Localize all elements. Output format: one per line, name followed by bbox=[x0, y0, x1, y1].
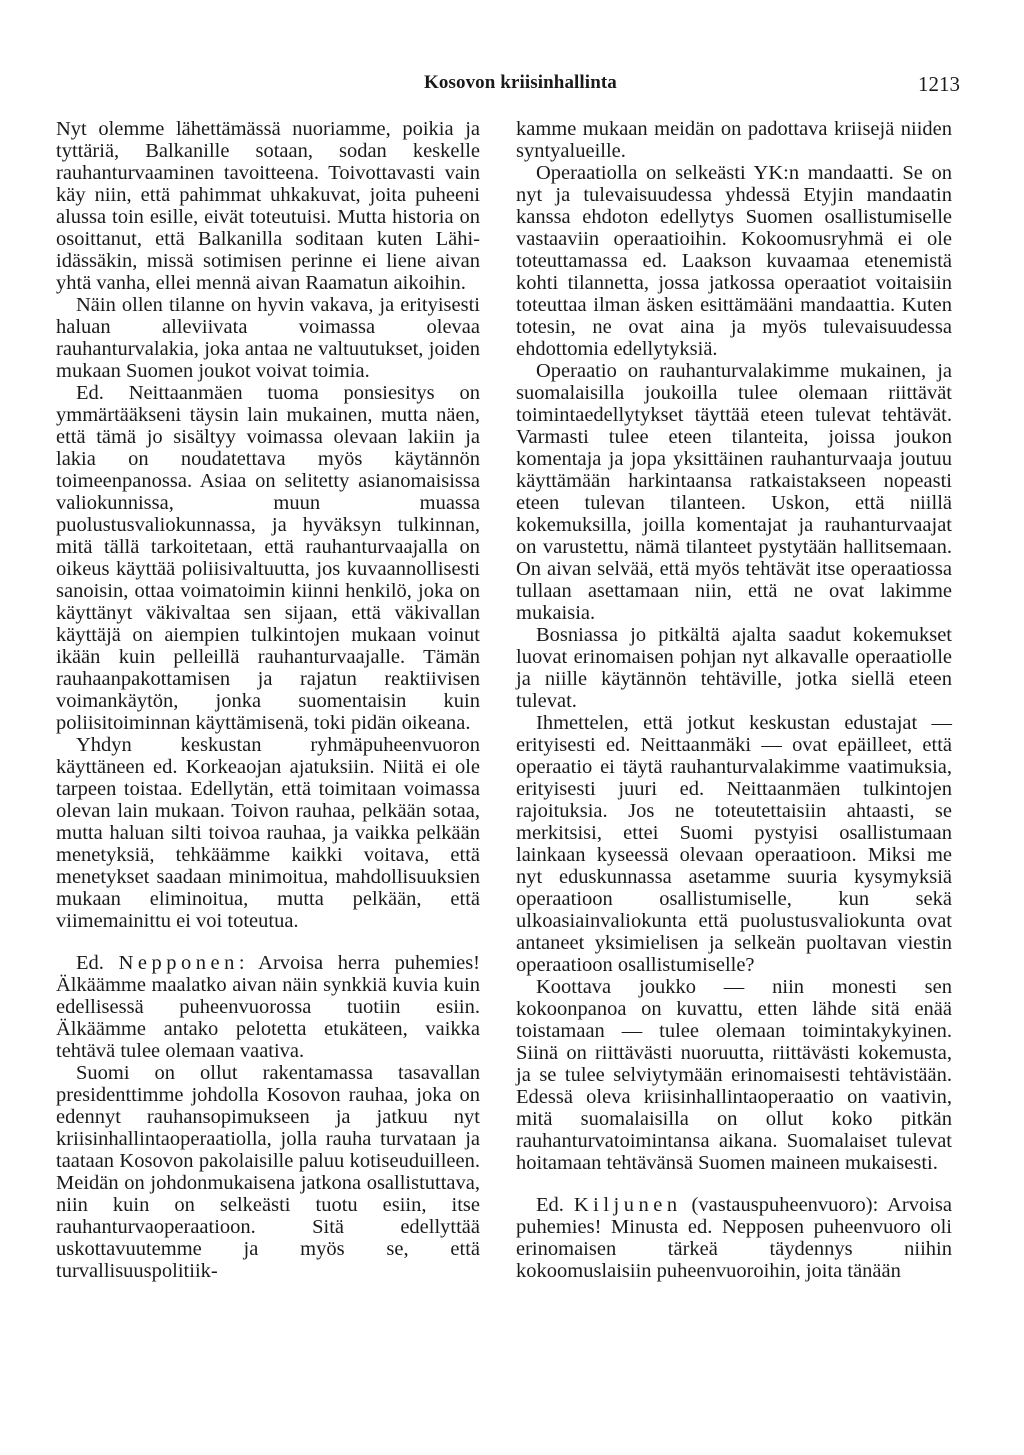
speech-nepponen-opening bbox=[56, 952, 480, 1062]
speaker-name: Kiljunen bbox=[573, 1194, 682, 1216]
speech-text: (vastauspuheenvuoro): Arvoisa puhemies! Minusta ed. Nepposen puheenvuoro oli erinomaisen tärkeä täydennys niihin kokoomuslaisiin puheenvuoroihin, joita tänään bbox=[516, 1194, 952, 1282]
paragraph: Suomi on ollut rakentamassa tasavallan presidenttimme johdolla Kosovon rauhaa, joka on edennyt rauhansopimukseen ja jatkuu nyt kriisinhallintaoperaatiolla, jolla rauha turvataan ja taataan Kosovon pakolaisille paluu kotiseuduilleen. Meidän on johdonmukaisena jatkona osallistuttava, niin kuin on selkeästi tuotu esiin, itse rauhanturvaoperaatioon. Sitä edellyttää uskottavuutemme ja myös se, että turvallisuuspolitiik- bbox=[56, 1062, 480, 1282]
paragraph: Operaatio on rauhanturvalakimme mukainen, ja suomalaisilla joukoilla tulee olemaan riittävät toimintaedellytykset täyttää eteen tulevat tehtävät. Varmasti tulee eteen tilanteita, joissa joukon komentaja ja jopa yksittäinen rauhanturvaaja joutuu käyttämään harkintaansa ratkaistakseen nopeasti eteen tulevan tilanteen. Uskon, että niillä kokemuksilla, joilla komentajat ja rauhanturvaajat on varustettu, nämä tilanteet pystytään hallitsemaan. On aivan selvää, että myös tehtävät itse operaatiossa tullaan asettamaan niin, että ne ovat lakimme mukaisia. bbox=[516, 360, 952, 624]
paragraph: kamme mukaan meidän on padottava kriisejä niiden syntyalueille. bbox=[516, 118, 952, 162]
left-column bbox=[56, 118, 480, 1282]
paragraph: Yhdyn keskustan ryhmäpuheenvuoron käyttäneen ed. Korkeaojan ajatuksiin. Niitä ei ole tarpeen toistaa. Edellytän, että toimitaan voimassa olevan lain mukaan. Toivon rauhaa, pelkään sotaa, mutta haluan silti toivoa rauhaa, ja vaikka pelkään menetyksiä, tehkäämme kaikki voitava, että menetykset saadaan minimoitua, mahdollisuuksien mukaan eliminoitua, mutta pelkään, että viimemainittu ei voi toteutua. bbox=[56, 734, 480, 932]
running-title: Kosovon kriisinhallinta bbox=[424, 72, 617, 93]
paragraph: Näin ollen tilanne on hyvin vakava, ja erityisesti haluan alleviivata voimassa olevaa rauhanturvalakia, joka antaa ne valtuutukset, joiden mukaan Suomen joukot voivat toimia. bbox=[56, 294, 480, 382]
paragraph: Ihmettelen, että jotkut keskustan edustajat — erityisesti ed. Neittaanmäki — ovat epäilleet, että operaatio ei täytä rauhanturvalakimme vaatimuksia, erityisesti juuri ed. Neittaanmäen tulkintojen rajoituksia. Jos ne toteutettaisiin ahtaasti, se merkitsisi, ettei Suomi pystyisi osallistumaan lainkaan kyseessä olevaan operaatioon. Miksi me nyt eduskunnassa asetamme suuria kysymyksiä operaatioon osallistumiselle, kun sekä ulkoasiainvaliokunta että puolustusvaliokunta ovat antaneet yksimielisen ja selkeän puoltavan viestin operaatioon osallistumiselle? bbox=[516, 712, 952, 976]
speech-kiljunen-opening bbox=[516, 1194, 952, 1282]
speaker-name: Nepponen bbox=[118, 952, 239, 974]
paragraph: Bosniassa jo pitkältä ajalta saadut kokemukset luovat erinomaisen pohjan nyt alkavalle operaatiolle ja niille käytännön tehtäville, jotka siellä eteen tulevat. bbox=[516, 624, 952, 712]
speaker-title: Ed. bbox=[536, 1194, 574, 1216]
right-column bbox=[516, 118, 952, 1282]
speech-text: : Arvoisa herra puhemies! Älkäämme maalatko aivan näin synkkiä kuvia kuin edellisessä puheenvuorossa tuotiin esiin. Älkäämme antako pelotetta etukäteen, vaikka tehtävä tulee olemaan vaativa. bbox=[56, 952, 480, 1062]
page-header bbox=[0, 72, 1024, 102]
speaker-title: Ed. bbox=[76, 952, 119, 974]
paragraph: Koottava joukko — niin monesti sen kokoonpanoa on kuvattu, etten lähde sitä enää toistamaan — tulee olemaan toimintakykyinen. Siinä on riittävästi nuoruutta, riittävästi kokemusta, ja se tulee selviytymään erinomaisesti tehtävistään. Edessä oleva kriisinhallintaoperaatio on vaativin, mitä suomalaisilla on ollut koko pitkän rauhanturvatoimintansa aikana. Suomalaiset tulevat hoitamaan tehtävänsä Suomen maineen mukaisesti. bbox=[516, 976, 952, 1174]
paragraph: Nyt olemme lähettämässä nuoriamme, poikia ja tyttäriä, Balkanille sotaan, sodan keskelle rauhanturvaaminen tavoitteena. Toivottavasti vain käy niin, että pahimmat uhkakuvat, joita puheeni alussa toin esille, eivät toteutuisi. Mutta historia on osoittanut, että Balkanilla soditaan kuten Lähi-idässäkin, missä sotimisen perinne ei liene aivan yhtä vanha, ellei mennä aivan Raamatun aikoihin. bbox=[56, 118, 480, 294]
page-number: 1213 bbox=[918, 72, 960, 96]
paragraph: Ed. Neittaanmäen tuoma ponsiesitys on ymmärtääkseni täysin lain mukainen, mutta näen, että tämä jo sisältyy voimassa olevaan lakiin ja lakia on noudatettava myös käytännön toimeenpanossa. Asiaa on selitetty asianomaisissa valiokunnissa, muun muassa puolustusvaliokunnassa, ja hyväksyn tulkinnan, mitä tällä tarkoitetaan, että rauhanturvaajalla on oikeus käyttää poliisivaltuutta, jos kuvaannollisesti sanoisin, ottaa voimatoimin kiinni henkilö, joka on käyttänyt väkivaltaa sen sijaan, että väkivallan käyttäjä on aiempien tulkintojen mukaan voinut ikään kuin pelleillä rauhanturvaajalle. Tämän rauhaanpakottamisen ja rajatun reaktiivisen voimankäytön, jonka suomentaisin kuin poliisitoiminnan käyttämisenä, toki pidän oikeana. bbox=[56, 382, 480, 734]
paragraph: Operaatiolla on selkeästi YK:n mandaatti. Se on nyt ja tulevaisuudessa yhdessä Etyjin mandaatin kanssa ehdoton edellytys Suomen osallistumiselle vastaaviin operaatioihin. Kokoomusryhmä ei ole toteuttamassa ed. Laakson kuvaamaa etenemistä kohti tilannetta, jossa jatkossa operaatiot voitaisiin toteuttaa ilman äsken esittämääni mandaattia. Kuten totesin, ne ovat aina ja myös tulevaisuudessa ehdottomia edellytyksiä. bbox=[516, 162, 952, 360]
